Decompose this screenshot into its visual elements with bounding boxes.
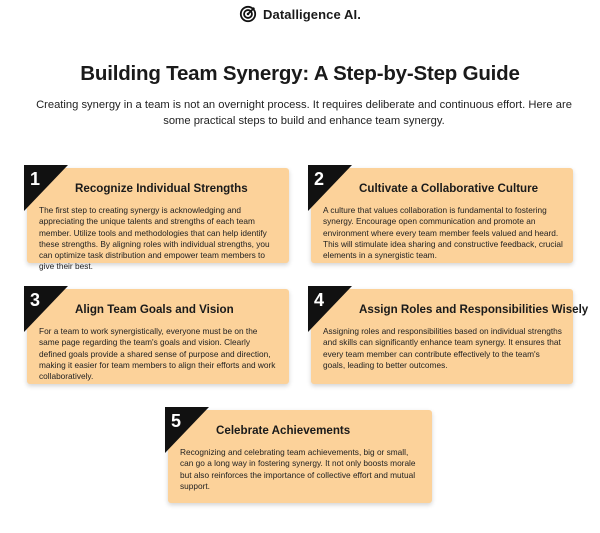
step-card-4 [311,289,589,384]
step-body: A culture that values collaboration is fundamental to fostering synergy. Encourage open communication and promote an environment where every team member feels valued and heard. This will stimulate idea sharing and constructive feedback, crucial elements in a synergistic team. [323,205,563,261]
step-title: Cultivate a Collaborative Culture [359,182,539,195]
step-body: Assigning roles and responsibilities based on individual strengths and skills can significantly enhance team synergy. It ensures that every team member can contribute effectively to the team's goals, leading to better outcomes. [323,326,562,370]
step-card-3 [27,289,289,384]
step-body: Recognizing and celebrating team achievements, big or small, can go a long way in fostering synergy. It not only boosts morale but also reinforces the importance of collective effort and mutual support. [180,447,416,491]
step-number: 4 [314,290,325,310]
step-number: 5 [171,411,182,431]
page-subtitle: Creating synergy in a team is not an overnight process. It requires deliberate and continuous effort. Here are some practical steps to build and enhance team synergy. [36,99,572,127]
step-title: Recognize Individual Strengths [75,182,248,195]
target-spiral-icon [239,5,257,23]
step-title: Celebrate Achievements [216,424,351,437]
step-title: Assign Roles and Responsibilities Wisely [359,303,589,316]
step-number: 1 [30,169,41,189]
step-card-5 [168,410,432,503]
brand-name: Datalligence AI. [263,6,361,22]
brand-header [0,4,600,24]
step-number: 2 [314,169,325,189]
step-card-1 [27,168,289,272]
step-body: The first step to creating synergy is acknowledging and appreciating the unique talents and strengths of each team member. Utilize tools and methodologies that can help identify these strengths. By aligning roles with individual strengths, you can optimize task distribution and empower team members to give their best. [39,205,270,272]
step-title: Align Team Goals and Vision [75,303,234,316]
step-body: For a team to work synergistically, everyone must be on the same page regarding the team's goals and vision. Clearly defined goals provide a shared sense of purpose and direction, making it easier for team members to align their efforts and work collaboratively. [39,326,276,382]
step-number: 3 [30,290,41,310]
step-card-2 [311,168,573,263]
page-title: Building Team Synergy: A Step-by-Step Guide [80,62,520,85]
